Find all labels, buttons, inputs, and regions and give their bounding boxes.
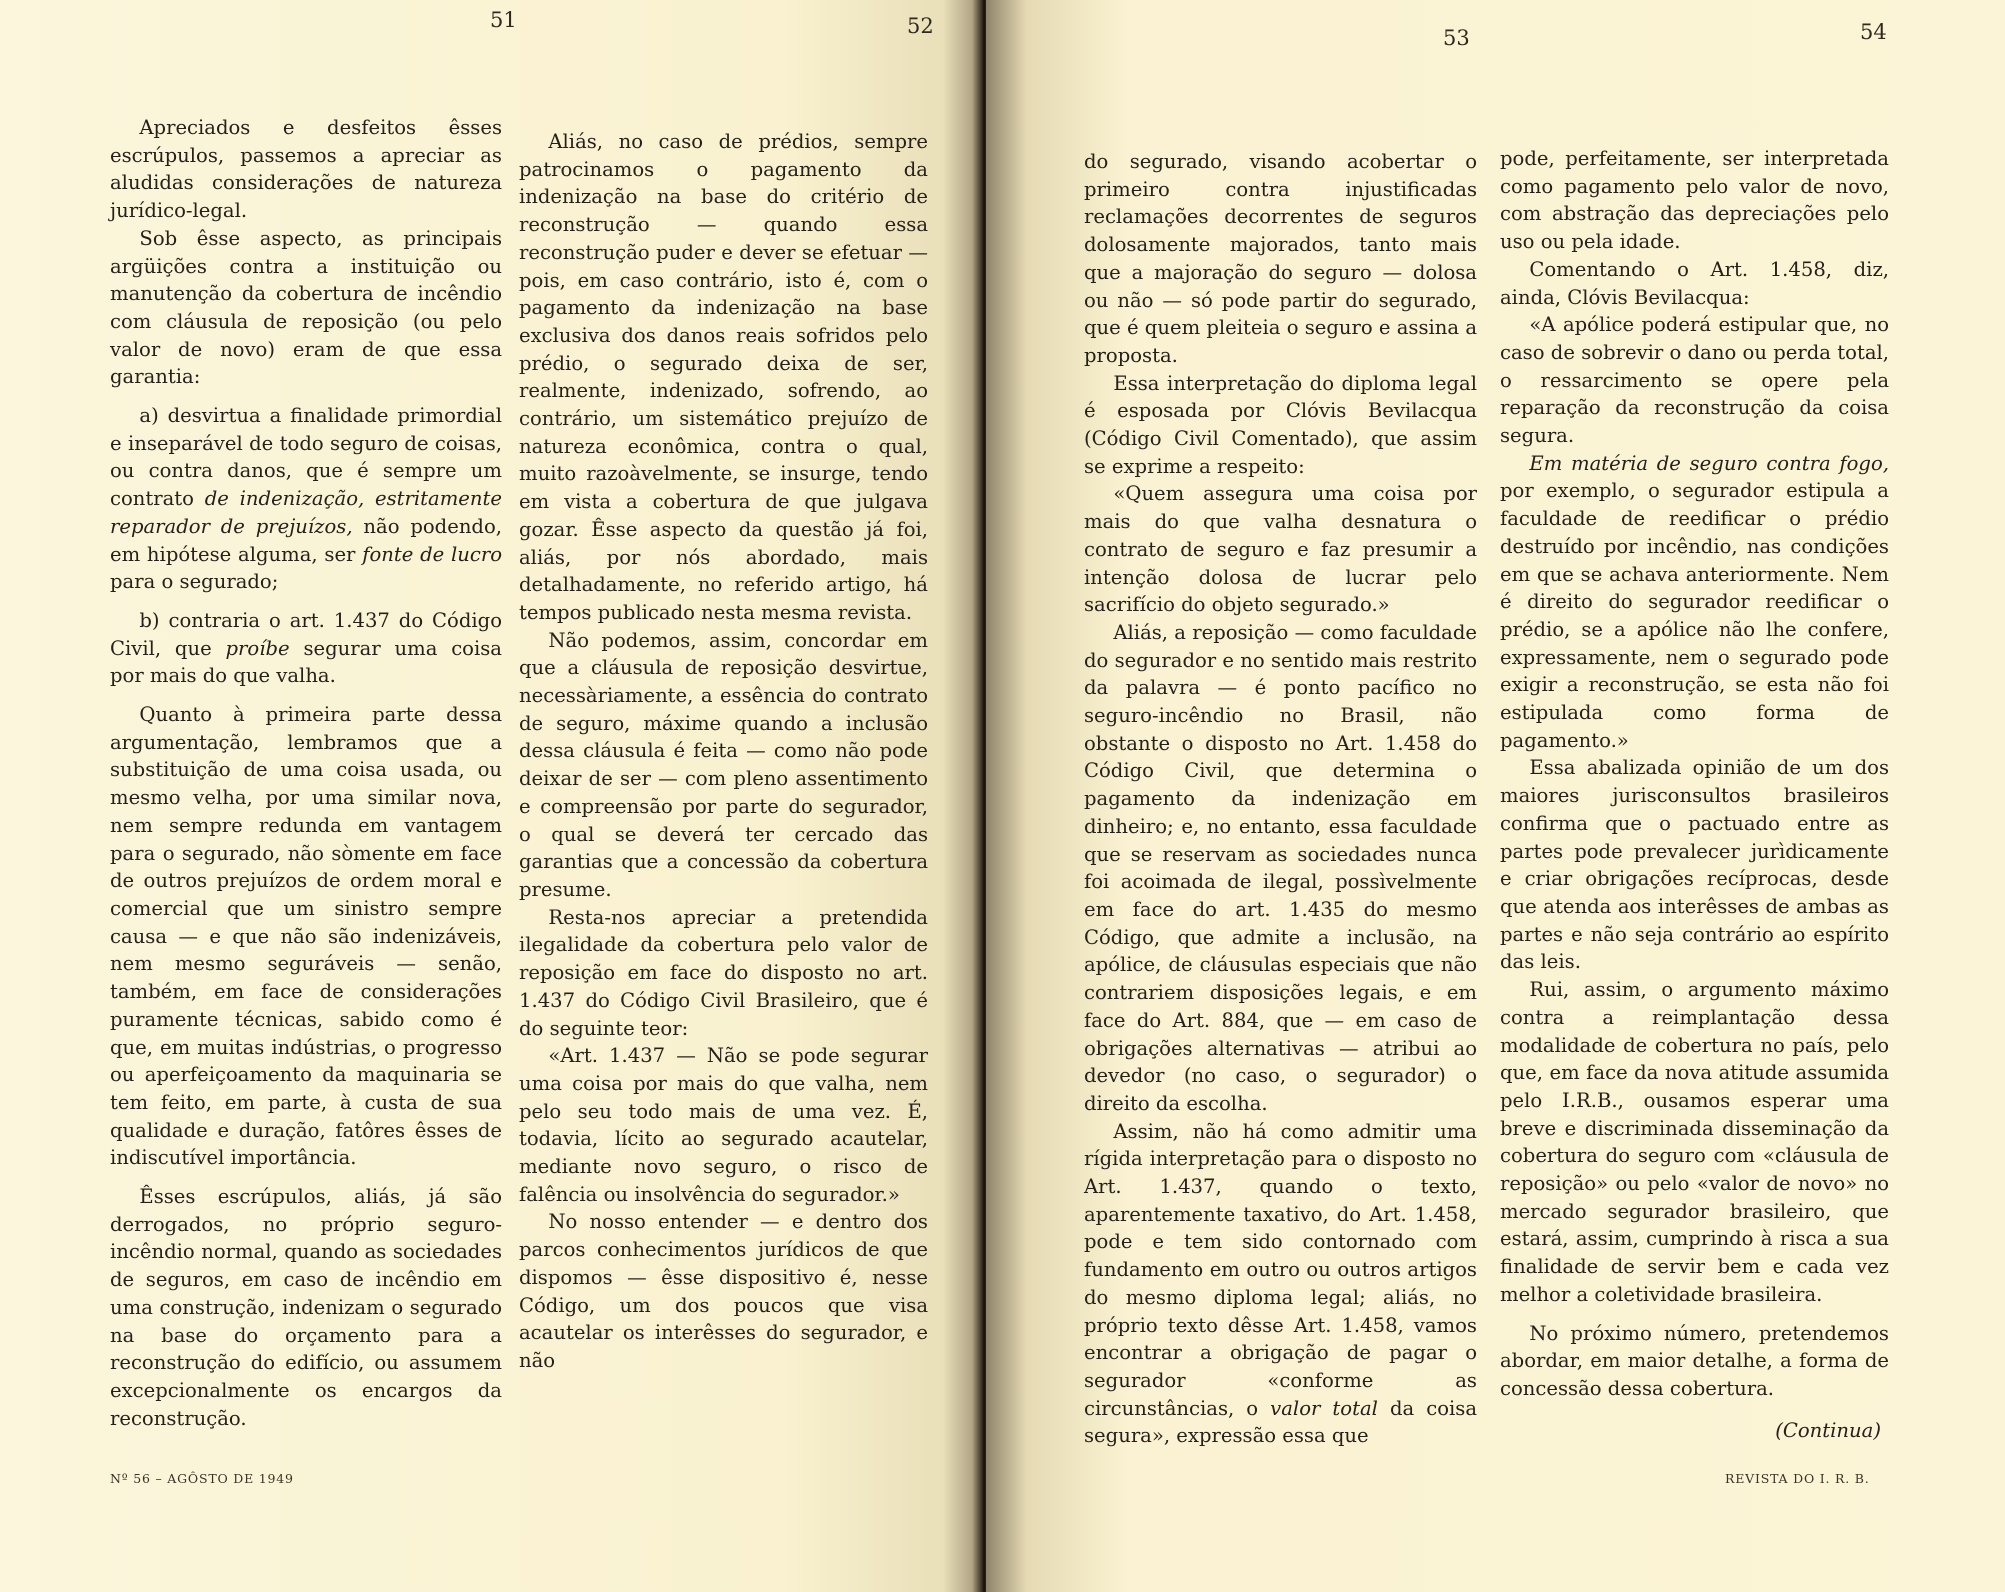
paragraph: Apreciados e desfeitos êsses escrúpulos, passemos a apreciar as aludidas considerações de natureza jurídico-legal. (110, 116, 502, 223)
quote-paragraph: «Art. 1.437 — Não se pode segurar uma coisa por mais do que valha, nem pelo seu todo mais de uma vez. É, todavia, lícito ao segurado acautelar, mediante novo seguro, o risco de falência ou insolvência do segurador.» (519, 1044, 928, 1206)
text-italic: proíbe (225, 636, 290, 660)
text: não podendo, em hipótese alguma, ser (110, 514, 503, 566)
paragraph: Aliás, no caso de prédios, sempre patrocinamos o pagamento da indenização na base do critério de reconstrução — quando essa reconstrução puder e dever se efetuar — pois, em caso contrário, isto é, com o pagamento da indenização na base exclusiva dos danos reais sofridos pelo prédio, o segurado deixa de ser, realmente, indenizado, sofrendo, ao contrário, um sistemático prejuízo de natureza econômica, contra o qual, muito razoàvelmente, se insurge, tendo em vista a cobertura de que julgava gozar. Êsse aspecto da questão já foi, aliás, por nós abordado, mais detalhadamente, no referido artigo, há tempos publicado nesta mesma revista. (519, 130, 928, 624)
paragraph-item-b (110, 607, 502, 690)
column-page-53 (1084, 148, 1477, 1450)
continua-label: (Continua) (1775, 1418, 1881, 1442)
page-number-53: 53 (1443, 26, 1470, 50)
text: Assim, não há como admitir uma rígida interpretação para o disposto no Art. 1.437, quando o texto, aparentemente taxativo, do Art. 1.458, pode e tem sido contornado com fundamento em outro ou outros artigos do mesmo diploma legal; aliás, no próprio texto dêsse Art. 1.458, vamos encontrar a obrigação de pagar o segurador «conforme as circunstâncias, o (1084, 1119, 1477, 1420)
paragraph: pode, perfeitamente, ser interpretada como pagamento pelo valor de novo, com abstração das depreciações pelo uso ou pela idade. (1500, 147, 1889, 254)
left-page (0, 0, 982, 1592)
text-italic: fonte de lucro (362, 542, 502, 566)
text: a) desvirtua a finalidade primordial e inseparável de todo seguro de coisas, ou contra danos, que é sempre um contrato (110, 404, 502, 511)
text: para o segurado; (110, 570, 279, 594)
column-page-52 (519, 128, 928, 1375)
quote-paragraph (1500, 450, 1889, 755)
paragraph: Comentando o Art. 1.458, diz, ainda, Clóvis Bevilacqua: (1500, 257, 1889, 309)
text: da coisa segura», expressão essa que (1084, 1396, 1478, 1448)
footer-issue: Nº 56 – AGÔSTO DE 1949 (110, 1471, 294, 1486)
quote-paragraph: «A apólice poderá estipular que, no caso de sobrevir o dano ou perda total, o ressarcimento se opere pela reparação da reconstrução da coisa segura. (1500, 313, 1889, 448)
text-italic: de indenização, estritamente reparador de prejuízos, (110, 487, 502, 538)
page-number-51: 51 (490, 8, 517, 32)
footer-journal: REVISTA DO I. R. B. (1725, 1471, 1870, 1486)
paragraph-item-a (110, 402, 502, 596)
paragraph (1084, 1118, 1477, 1450)
text: por exemplo, o segurador estipula a faculdade de reedificar o prédio destruído por incêndio, nas condições em que se achava anteriormente. Nem é direito do segurador reedificar o prédio, se a apólice não lhe confere, expressamente, nem o segurado pode exigir a reconstrução, se esta não foi estipulada como forma de pagamento.» (1500, 479, 1889, 752)
right-page (986, 0, 2005, 1592)
paragraph: No próximo número, pretendemos abordar, em maior detalhe, a forma de concessão dessa cobertura. (1500, 1321, 1889, 1400)
paragraph: Não podemos, assim, concordar em que a cláusula de reposição desvirtue, necessàriamente, a essência do contrato de seguro, máxime quando a inclusão dessa cláusula é feita — como não pode deixar de ser — com pleno assentimento e compreensão por parte do segurador, o qual se deverá ter cercado das garantias que a concessão da cobertura presume. (519, 628, 928, 901)
page-number-52: 52 (907, 14, 934, 38)
paragraph: Rui, assim, o argumento máximo contra a reimplantação dessa modalidade de cobertura no país, pelo que, em face da nova atitude assumida pelo I.R.B., ousamos esperar uma breve e discriminada disseminação da cobertura do seguro com «cláusula de reposição» ou pelo «valor de novo» no mercado segurador brasileiro, que estará, assim, cumprindo à risca a sua finalidade de servir bem e cada vez melhor a coletividade brasileira. (1500, 978, 1889, 1306)
text-italic: Em matéria de seguro contra fogo, (1529, 451, 1889, 475)
paragraph: Quanto à primeira parte dessa argumentação, lembramos que a substituição de uma coisa usada, ou mesmo velha, por uma similar nova, nem sempre redunda em vantagem para o segurado, não sòmente em face de outros prejuízos de ordem moral e comercial que um sinistro sempre causa — e que não são indenizáveis, nem mesmo seguráveis — senão, também, em face de considerações puramente técnicas, sabido como é que, em muitas indústrias, o progresso ou aperfeiçoamento da maquinaria se tem feito, em parte, à custa de sua qualidade e duração, fatôres êsses de indiscutível importância. (110, 703, 502, 1170)
paragraph: Aliás, a reposição — como faculdade do segurador e no sentido mais restrito da palavra — é ponto pacífico no seguro-incêndio no Brasil, não obstante o disposto no Art. 1.458 do Código Civil, que determina o pagamento da indenização em dinheiro; e, no entanto, essa faculdade que se reservam as sociedades nunca foi acoimada de ilegal, possìvelmente em face do art. 1.435 do mesmo Código, que admite a inclusão, na apólice, de cláusulas especiais que não contrariem disposições legais, e em face do Art. 884, que — em caso de obrigações alternativas — atribui ao devedor (no caso, o segurador) o direito da escolha. (1084, 620, 1477, 1115)
paragraph: Essa interpretação do diploma legal é esposada por Clóvis Bevilacqua (Código Civil Comentado), que assim se exprime a respeito: (1084, 371, 1477, 478)
text: b) contraria o art. 1.437 do Código Civil, que (110, 608, 502, 660)
column-page-51 (110, 114, 502, 1432)
column-page-54 (1500, 145, 1889, 1444)
text: segurar uma coisa por mais do que valha. (110, 636, 502, 688)
paragraph: do segurado, visando acobertar o primeiro contra injustificadas reclamações decorrentes de seguros dolosamente majorados, tanto mais que a majoração do seguro — dolosa ou não — só pode partir do segurado, que é quem pleiteia o seguro e assina a proposta. (1084, 150, 1478, 367)
paragraph: Êsses escrúpulos, aliás, já são derrogados, no próprio seguro-incêndio normal, quando as sociedades de seguros, em caso de incêndio em uma construção, indenizam o segurado na base do orçamento para a reconstrução do edifício, ou assumem excepcionalmente os encargos da reconstrução. (110, 1185, 502, 1430)
paragraph: Essa abalizada opinião de um dos maiores jurisconsultos brasileiros confirma que o pactuado entre as partes pode prevalecer jurìdicamente e criar obrigações recíprocas, desde que atenda aos interêsses de ambas as partes e não seja contrário ao espírito das leis. (1500, 756, 1889, 974)
paragraph: Resta-nos apreciar a pretendida ilegalidade da cobertura pelo valor de reposição em face do disposto no art. 1.437 do Código Civil Brasileiro, que é do seguinte teor: (519, 905, 928, 1040)
quote-paragraph: «Quem assegura uma coisa por mais do que valha desnatura o contrato de seguro e faz presumir a intenção dolosa de lucrar pelo sacrifício do objeto segurado.» (1084, 482, 1477, 617)
paragraph: Sob êsse aspecto, as principais argüições contra a instituição ou manutenção da cobertura de incêndio com cláusula de reposição (ou pelo valor de novo) eram de que essa garantia: (110, 226, 502, 389)
text-italic: valor total (1270, 1396, 1378, 1420)
paragraph: No nosso entender — e dentro dos parcos conhecimentos jurídicos de que dispomos — êsse dispositivo é, nesse Código, um dos poucos que visa acautelar os interêsses do segurador, e não (519, 1210, 928, 1372)
page-number-54: 54 (1860, 20, 1887, 44)
